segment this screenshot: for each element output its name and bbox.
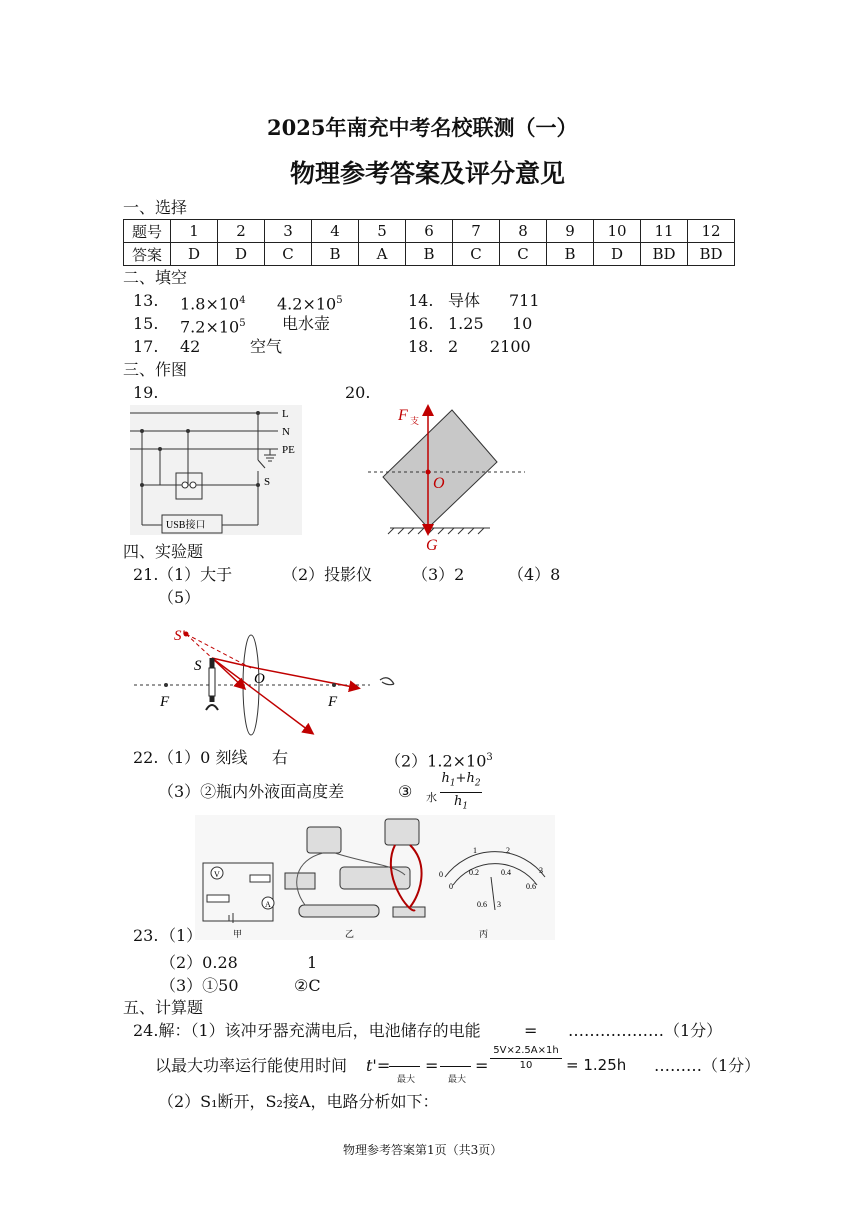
section-heading-experiment: 四、实验题 xyxy=(123,542,204,561)
fraction-line xyxy=(389,1066,420,1067)
q22-part3: （3）②瓶内外液面高度差 xyxy=(158,782,345,801)
q21-part4: （4）8 xyxy=(508,565,561,584)
junction-dot xyxy=(158,447,162,451)
sub-max: 最大 xyxy=(448,1075,467,1085)
ground-hatching xyxy=(388,528,484,534)
fraction-sub: 2 xyxy=(474,778,481,789)
page-title: 2025年南充中考名校联测（一） xyxy=(267,115,578,140)
candle-body xyxy=(209,668,215,696)
q22-part2 xyxy=(385,748,493,771)
water-label: 水 xyxy=(426,791,437,804)
junction-dot xyxy=(256,411,260,415)
label-jia: 甲 xyxy=(233,929,243,939)
table-cell: B xyxy=(406,243,453,266)
page-subtitle: 物理参考答案及评分意见 xyxy=(290,159,566,188)
socket-hole xyxy=(182,482,188,488)
label-L: L xyxy=(282,408,289,420)
fraction-h: h xyxy=(453,793,463,809)
label-F-left: F xyxy=(160,694,170,710)
q15-e1: 5 xyxy=(239,318,246,329)
socket-hole xyxy=(190,482,196,488)
table-cell: C xyxy=(500,243,547,266)
q15-answer-1 xyxy=(180,314,246,337)
q19-num: 19. xyxy=(133,383,159,402)
junction-dot xyxy=(256,483,260,487)
q23-part3b: ②C xyxy=(294,976,321,995)
table-row xyxy=(124,243,735,266)
force-diagram xyxy=(360,395,530,555)
q23-part2: （2）0.28 xyxy=(160,953,238,972)
fraction-line xyxy=(440,1066,471,1067)
table-cell: 7 xyxy=(453,220,500,243)
table-cell: BD xyxy=(641,243,688,266)
q13-num: 13. xyxy=(133,291,159,310)
junction-dot xyxy=(140,429,144,433)
scale-top-3: 3 xyxy=(539,866,543,875)
q14-a2: 711 xyxy=(509,291,540,310)
q22-num: 22. xyxy=(133,748,159,767)
calc-numerator: 5V×2.5A×1h xyxy=(490,1044,562,1059)
label-N: N xyxy=(282,426,290,438)
label-S: S xyxy=(194,658,202,674)
junction-dot xyxy=(186,429,190,433)
q23-part1: （1） xyxy=(160,926,203,945)
section-heading-calc: 五、计算题 xyxy=(123,998,204,1017)
table-cell: C xyxy=(453,243,500,266)
q14-a1: 导体 xyxy=(448,291,481,310)
table-cell: B xyxy=(312,243,359,266)
table-cell: 2 xyxy=(218,220,265,243)
table-cell: BD xyxy=(688,243,735,266)
t-prime: t'= xyxy=(366,1056,391,1075)
label-F-right: F xyxy=(328,694,338,710)
candle-base xyxy=(206,705,218,710)
q24-line1: 24.解：（1）该冲牙器充满电后，电池储存的电能 xyxy=(133,1021,481,1040)
table-cell: 6 xyxy=(406,220,453,243)
table-cell: 8 xyxy=(500,220,547,243)
q22-part3b: ③ xyxy=(398,782,413,801)
label-yi: 乙 xyxy=(345,929,355,939)
virtual-ray xyxy=(186,634,212,658)
center-point xyxy=(426,470,431,475)
scale-bottom-2: 0.4 xyxy=(501,868,511,877)
q15-a1: 7.2×10 xyxy=(180,317,240,337)
q24-score-1: ………………（1分） xyxy=(568,1021,723,1040)
fraction-numerator xyxy=(440,771,482,793)
q18-a2: 2100 xyxy=(490,337,531,356)
table-cell: 12 xyxy=(688,220,735,243)
fraction-h: h xyxy=(441,771,450,786)
experiment-figure xyxy=(195,815,555,940)
label-G: G xyxy=(426,537,438,554)
q13-a2: 4.2×10 xyxy=(277,294,337,314)
q13-answer-2 xyxy=(277,291,343,314)
q21-part2: （2）投影仪 xyxy=(282,565,373,584)
fraction-sub: 1 xyxy=(449,778,456,789)
q21-part1: （1）大于 xyxy=(158,565,233,584)
label-usb: USB接口 xyxy=(166,520,206,531)
scale-bottom-0: 0 xyxy=(449,882,453,891)
q22-p2: （2）1.2×10 xyxy=(385,751,487,771)
section-heading-choice: 一、选择 xyxy=(123,198,188,217)
table-cell: D xyxy=(594,243,641,266)
terminal-3: 3 xyxy=(497,900,501,909)
label-F: F xyxy=(398,407,408,424)
q23-part3: （3）①50 xyxy=(160,976,239,995)
voltmeter-label: V xyxy=(214,870,220,879)
table-cell: A xyxy=(359,243,406,266)
table-cell: 11 xyxy=(641,220,688,243)
table-cell: 5 xyxy=(359,220,406,243)
label-O: O xyxy=(254,671,265,687)
q13-e1: 4 xyxy=(239,295,246,306)
household-circuit-diagram xyxy=(130,405,302,535)
q16-a1: 1.25 xyxy=(448,314,484,333)
q24-line2: 以最大功率运行能使用时间 xyxy=(155,1056,348,1075)
label-S: S xyxy=(264,476,271,488)
q16-a2: 10 xyxy=(512,314,533,333)
q14-num: 14. xyxy=(408,291,434,310)
q20-num: 20. xyxy=(345,383,371,402)
q22-part1: （1）0 刻线 xyxy=(158,748,248,767)
table-cell: D xyxy=(171,243,218,266)
density-fraction xyxy=(440,771,482,815)
answer-table xyxy=(123,219,735,266)
equals-sign: = xyxy=(425,1056,439,1075)
q18-num: 18. xyxy=(408,337,434,356)
equals-sign: = xyxy=(475,1056,489,1075)
table-cell: 4 xyxy=(312,220,359,243)
fraction-denominator xyxy=(440,793,482,816)
label-S-prime: S' xyxy=(174,628,185,644)
q21-part5: （5） xyxy=(158,588,201,607)
row-label: 题号 xyxy=(124,220,171,243)
label-bing: 丙 xyxy=(479,929,489,939)
table-row xyxy=(124,220,735,243)
sub-max: 最大 xyxy=(397,1075,416,1085)
calc-denominator: 10 xyxy=(519,1060,533,1071)
q23-num: 23. xyxy=(133,926,159,945)
q15-a2: 电水壶 xyxy=(282,314,331,333)
q17-a2: 空气 xyxy=(250,337,283,356)
ammeter-label: A xyxy=(265,900,271,909)
junction-dot xyxy=(140,483,144,487)
scale-top-0: 0 xyxy=(439,870,443,879)
terminal-0.6: 0.6 xyxy=(477,900,487,909)
q18-a1: 2 xyxy=(448,337,459,356)
q16-num: 16. xyxy=(408,314,434,333)
calc-result: = 1.25h xyxy=(566,1056,627,1074)
label-O: O xyxy=(433,475,445,492)
q17-a1: 42 xyxy=(180,337,201,356)
page-footer: 物理参考答案第1页（共3页） xyxy=(343,1143,503,1157)
scale-bottom-1: 0.2 xyxy=(469,868,479,877)
q13-a1: 1.8×10 xyxy=(180,294,240,314)
q24-score-2: ………（1分） xyxy=(654,1056,761,1075)
q15-num: 15. xyxy=(133,314,159,333)
q21-num: 21. xyxy=(133,565,159,584)
section-heading-fill: 二、填空 xyxy=(123,268,188,287)
q17-num: 17. xyxy=(133,337,159,356)
row-label: 答案 xyxy=(124,243,171,266)
focal-point xyxy=(332,683,336,687)
table-cell: B xyxy=(547,243,594,266)
table-cell: 10 xyxy=(594,220,641,243)
fraction-h: h xyxy=(466,771,475,786)
fraction-sub: 1 xyxy=(462,801,469,812)
q22-part1b: 右 xyxy=(272,748,289,767)
q21-part3: （3）2 xyxy=(412,565,465,584)
scale-bottom-3: 0.6 xyxy=(526,882,536,891)
table-cell: 1 xyxy=(171,220,218,243)
q23-part2b: 1 xyxy=(307,953,318,972)
q13-answer-1 xyxy=(180,291,246,314)
table-cell: 3 xyxy=(265,220,312,243)
q13-e2: 5 xyxy=(336,295,343,306)
table-cell: D xyxy=(218,243,265,266)
calc-fraction xyxy=(490,1044,562,1073)
label-PE: PE xyxy=(282,444,295,456)
label-F-sub: 支 xyxy=(410,416,420,426)
table-cell: 9 xyxy=(547,220,594,243)
q22-p2e: 3 xyxy=(486,752,493,763)
table-cell: C xyxy=(265,243,312,266)
fraction-plus: + xyxy=(455,771,467,786)
block-shape xyxy=(383,410,497,528)
scale-top-2: 2 xyxy=(506,846,510,855)
q24-equals: = xyxy=(524,1021,538,1040)
eye-icon xyxy=(380,678,394,685)
q24-line3: （2）S₁断开，S₂接A，电路分析如下： xyxy=(158,1092,439,1111)
focal-point xyxy=(164,683,168,687)
lens-ray-diagram xyxy=(130,620,410,740)
scale-top-1: 1 xyxy=(473,846,477,855)
section-heading-drawing: 三、作图 xyxy=(123,360,188,379)
